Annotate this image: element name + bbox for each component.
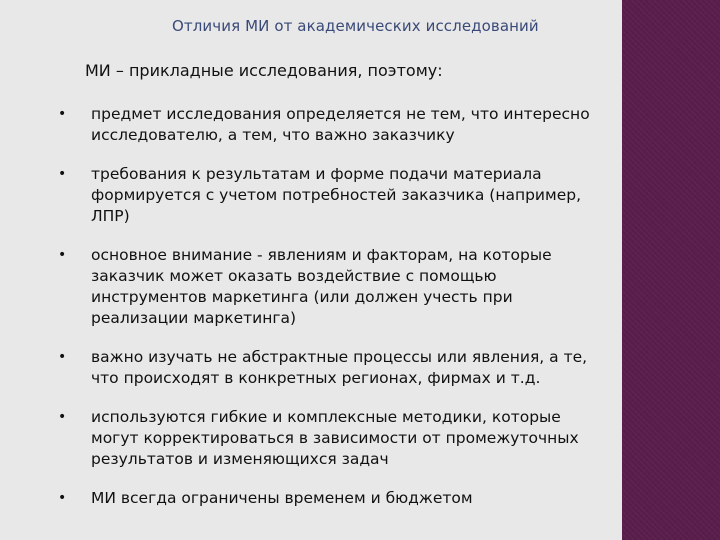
list-item-text: МИ всегда ограничены временем и бюджетом <box>91 489 473 507</box>
list-item-text: используются гибкие и комплексные методики, которые могут корректироваться в зависимости от промежуточных результатов и изменяющихся задач <box>91 408 579 468</box>
bullet-icon: • <box>58 166 67 182</box>
list-item <box>58 164 608 227</box>
list-item <box>58 488 608 509</box>
bullet-icon: • <box>58 247 67 263</box>
list-item-text: основное внимание - явлениям и факторам, на которые заказчик может оказать воздействие с помощью инструментов маркетинга (или должен учесть при реализации маркетинга) <box>91 246 552 327</box>
list-item-text: важно изучать не абстрактные процессы или явления, а те, что происходят в конкретных регионах, фирмах и т.д. <box>91 348 588 387</box>
decorative-side-panel <box>622 0 720 540</box>
list-item <box>58 245 608 329</box>
bullet-icon: • <box>58 409 67 425</box>
list-item <box>58 347 608 389</box>
bullet-icon: • <box>58 349 67 365</box>
bullet-icon: • <box>58 490 67 506</box>
bullet-list <box>58 104 608 527</box>
list-item <box>58 407 608 470</box>
slide-title: Отличия МИ от академических исследований <box>172 17 539 35</box>
bullet-icon: • <box>58 106 67 122</box>
intro-text: МИ – прикладные исследования, поэтому: <box>85 61 443 80</box>
list-item-text: требования к результатам и форме подачи материала формируется с учетом потребностей заказчика (например, ЛПР) <box>91 165 582 225</box>
list-item <box>58 104 608 146</box>
list-item-text: предмет исследования определяется не тем, что интересно исследователю, а тем, что важно заказчику <box>91 105 590 144</box>
